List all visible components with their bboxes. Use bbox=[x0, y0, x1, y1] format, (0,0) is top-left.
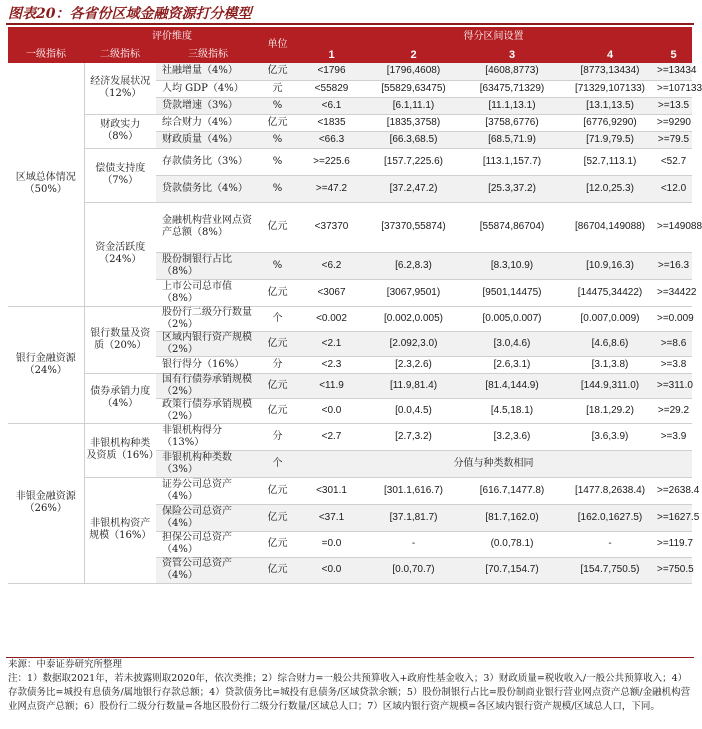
level3-cell: 财政质量（4%） bbox=[156, 131, 260, 148]
score-range-3: [68.5,71.9) bbox=[459, 131, 565, 148]
score-range-1: <1835 bbox=[295, 114, 368, 131]
table-row bbox=[8, 114, 692, 131]
score-range-5: >=149088 bbox=[655, 202, 692, 252]
unit-cell: 亿元 bbox=[260, 114, 295, 131]
score-range-4: [12.0,25.3) bbox=[565, 175, 655, 202]
level2-cell: 债券承销力度（4%） bbox=[84, 373, 156, 423]
score-range-2: [6.1,11.1) bbox=[368, 97, 459, 114]
score-range-2: [3067,9501) bbox=[368, 279, 459, 306]
level3-cell: 股份制银行占比（8%） bbox=[156, 252, 260, 279]
score-range-5: >=750.5 bbox=[655, 557, 692, 583]
level3-cell: 银行得分（16%） bbox=[156, 356, 260, 373]
unit-cell: 亿元 bbox=[260, 202, 295, 252]
score-range-3: [113.1,157.7) bbox=[459, 148, 565, 175]
unit-cell: % bbox=[260, 131, 295, 148]
level2-cell: 偿债支持度（7%） bbox=[84, 148, 156, 202]
level1-cell: 银行金融资源（24%） bbox=[8, 306, 84, 423]
merged-score-cell: 分值与种类数相同 bbox=[295, 450, 692, 477]
score-range-3: [81.7,162.0) bbox=[459, 504, 565, 531]
score-range-3: [70.7,154.7) bbox=[459, 557, 565, 583]
score-range-3: [4.5,18.1) bbox=[459, 398, 565, 423]
source-and-notes: 来源：中泰证券研究所整理 注：1）数据取2021年，若未披露则取2020年，依次类推；2）综合财力=一般公共预算收入+政府性基金收入；3）财政质量=税收收入/一般公共预算收入；4）存款债务比=城投有息债务/属地银行存款总额；4）贷款债务比=城投有息债务/区域贷款余额；5）股份制银行占比=股份制商业银行营业网点资产总额/金融机构营业网点资产总额；6）股份行二级分行数量=各地区股份行二级分行数量/区域总人口；7）区域内银行资产规模=各区域内银行资产规模/区域总人口，下同。 bbox=[8, 659, 691, 712]
score-range-5: >=9290 bbox=[655, 114, 692, 131]
score-range-3: [11.1,13.1) bbox=[459, 97, 565, 114]
unit-cell: % bbox=[260, 175, 295, 202]
score-range-1: >=47.2 bbox=[295, 175, 368, 202]
score-range-5: >=3.9 bbox=[655, 423, 692, 450]
score-range-4: [86704,149088) bbox=[565, 202, 655, 252]
score-range-1: >=225.6 bbox=[295, 148, 368, 175]
unit-cell: % bbox=[260, 148, 295, 175]
unit-cell: 亿元 bbox=[260, 373, 295, 398]
level3-cell: 贷款债务比（4%） bbox=[156, 175, 260, 202]
score-range-4: [10.9,16.3) bbox=[565, 252, 655, 279]
score-range-5: >=119.7 bbox=[655, 531, 692, 557]
score-range-3: [8.3,10.9) bbox=[459, 252, 565, 279]
score-range-1: <37.1 bbox=[295, 504, 368, 531]
score-range-1: <2.1 bbox=[295, 331, 368, 356]
score-range-3: (0.0,78.1) bbox=[459, 531, 565, 557]
score-range-5: >=13.5 bbox=[655, 97, 692, 114]
score-range-5: >=0.009 bbox=[655, 306, 692, 331]
score-range-5: >=79.5 bbox=[655, 131, 692, 148]
score-range-5: >=311.0 bbox=[655, 373, 692, 398]
unit-cell: 亿元 bbox=[260, 279, 295, 306]
table-body bbox=[8, 63, 702, 583]
unit-cell: % bbox=[260, 97, 295, 114]
unit-cell: 亿元 bbox=[260, 477, 295, 504]
header-level1: 一级指标 bbox=[8, 27, 84, 63]
score-range-1: <301.1 bbox=[295, 477, 368, 504]
score-range-3: [55874,86704) bbox=[459, 202, 565, 252]
header-score-5: 5 bbox=[655, 47, 692, 63]
score-range-5: >=2638.4 bbox=[655, 477, 692, 504]
unit-cell: 亿元 bbox=[260, 557, 295, 583]
score-range-1: <6.2 bbox=[295, 252, 368, 279]
score-range-2: [0.0,4.5) bbox=[368, 398, 459, 423]
score-range-4: [3.1,3.8) bbox=[565, 356, 655, 373]
score-range-3: [81.4,144.9) bbox=[459, 373, 565, 398]
level3-cell: 区域内银行资产规模（2%） bbox=[156, 331, 260, 356]
level1-cell: 区域总体情况（50%） bbox=[8, 63, 84, 306]
score-range-2: [37.1,81.7) bbox=[368, 504, 459, 531]
score-range-4: [4.6,8.6) bbox=[565, 331, 655, 356]
score-range-5: >=3.8 bbox=[655, 356, 692, 373]
level3-cell: 担保公司总资产（4%） bbox=[156, 531, 260, 557]
score-range-4: [71.9,79.5) bbox=[565, 131, 655, 148]
level3-cell: 存款债务比（3%） bbox=[156, 148, 260, 175]
score-range-4: [162.0,1627.5) bbox=[565, 504, 655, 531]
score-range-2: [301.1,616.7) bbox=[368, 477, 459, 504]
score-range-4: [1477.8,2638.4) bbox=[565, 477, 655, 504]
unit-cell: 元 bbox=[260, 80, 295, 97]
score-range-5: >=13434 bbox=[655, 63, 692, 80]
scoring-table bbox=[8, 27, 702, 584]
level2-cell: 财政实力（8%） bbox=[84, 114, 156, 148]
level3-cell: 保险公司总资产（4%） bbox=[156, 504, 260, 531]
level3-cell: 政策行债券承销规模（2%） bbox=[156, 398, 260, 423]
level3-cell: 贷款增速（3%） bbox=[156, 97, 260, 114]
score-range-2: [2.7,3.2) bbox=[368, 423, 459, 450]
score-range-1: <6.1 bbox=[295, 97, 368, 114]
score-range-4: [13.1,13.5) bbox=[565, 97, 655, 114]
score-range-4: [71329,107133) bbox=[565, 80, 655, 97]
table-row bbox=[8, 306, 692, 331]
level3-cell: 综合财力（4%） bbox=[156, 114, 260, 131]
header-score-4: 4 bbox=[565, 47, 655, 63]
score-range-1: <3067 bbox=[295, 279, 368, 306]
score-range-1: <55829 bbox=[295, 80, 368, 97]
score-range-3: [63475,71329) bbox=[459, 80, 565, 97]
score-range-2: [2.3,2.6) bbox=[368, 356, 459, 373]
score-range-5: >=107133 bbox=[655, 80, 692, 97]
unit-cell: 亿元 bbox=[260, 504, 295, 531]
score-range-4: [52.7,113.1) bbox=[565, 148, 655, 175]
unit-cell: 分 bbox=[260, 423, 295, 450]
level2-cell: 银行数量及资质（20%） bbox=[84, 306, 156, 373]
score-range-1: <37370 bbox=[295, 202, 368, 252]
header-eval-dims: 评价维度 bbox=[84, 27, 260, 47]
level3-cell: 股份行二级分行数量（2%） bbox=[156, 306, 260, 331]
level3-cell: 资管公司总资产（4%） bbox=[156, 557, 260, 583]
score-range-5: <52.7 bbox=[655, 148, 692, 175]
header-unit: 单位 bbox=[260, 27, 295, 63]
score-range-2: [0.002,0.005) bbox=[368, 306, 459, 331]
score-range-1: =0.0 bbox=[295, 531, 368, 557]
level3-cell: 国有行债券承销规模（2%） bbox=[156, 373, 260, 398]
level2-cell: 经济发展状况（12%） bbox=[84, 63, 156, 114]
score-range-5: >=29.2 bbox=[655, 398, 692, 423]
score-range-5: >=34422 bbox=[655, 279, 692, 306]
unit-cell: 亿元 bbox=[260, 398, 295, 423]
score-range-4: [144.9,311.0) bbox=[565, 373, 655, 398]
table-row bbox=[8, 63, 692, 80]
score-range-5: >=1627.5 bbox=[655, 504, 692, 531]
score-range-4: [0.007,0.009) bbox=[565, 306, 655, 331]
level3-cell: 非银机构得分（13%） bbox=[156, 423, 260, 450]
score-range-2: [37370,55874) bbox=[368, 202, 459, 252]
score-range-1: <66.3 bbox=[295, 131, 368, 148]
score-range-4: [154.7,750.5) bbox=[565, 557, 655, 583]
score-range-2: - bbox=[368, 531, 459, 557]
score-range-2: [1835,3758) bbox=[368, 114, 459, 131]
score-range-1: <2.7 bbox=[295, 423, 368, 450]
score-range-5: >=16.3 bbox=[655, 252, 692, 279]
header-score-2: 2 bbox=[368, 47, 459, 63]
score-range-2: [2.092,3.0) bbox=[368, 331, 459, 356]
score-range-4: [18.1,29.2) bbox=[565, 398, 655, 423]
score-range-2: [66.3,68.5) bbox=[368, 131, 459, 148]
score-range-4: [6776,9290) bbox=[565, 114, 655, 131]
level3-cell: 证券公司总资产（4%） bbox=[156, 477, 260, 504]
score-range-2: [37.2,47.2) bbox=[368, 175, 459, 202]
table-row bbox=[8, 477, 692, 504]
score-range-5: >=8.6 bbox=[655, 331, 692, 356]
level2-cell: 非银机构资产规模（16%） bbox=[84, 477, 156, 583]
score-range-4: [3.6,3.9) bbox=[565, 423, 655, 450]
score-range-2: [157.7,225.6) bbox=[368, 148, 459, 175]
header-range-settings: 得分区间设置 bbox=[295, 27, 692, 47]
table-row bbox=[8, 148, 692, 175]
notes bbox=[8, 658, 692, 714]
level3-cell: 金融机构营业网点资产总额（8%） bbox=[156, 202, 260, 252]
score-range-2: [1796,4608) bbox=[368, 63, 459, 80]
score-range-1: <0.0 bbox=[295, 398, 368, 423]
score-range-3: [3.0,4.6) bbox=[459, 331, 565, 356]
level3-cell: 上市公司总市值（8%） bbox=[156, 279, 260, 306]
score-range-3: [616.7,1477.8) bbox=[459, 477, 565, 504]
level3-cell: 非银机构种类数（3%） bbox=[156, 450, 260, 477]
score-range-3: [4608,8773) bbox=[459, 63, 565, 80]
header-score-3: 3 bbox=[459, 47, 565, 63]
unit-cell: 亿元 bbox=[260, 331, 295, 356]
header-level2: 二级指标 bbox=[84, 47, 156, 63]
score-range-3: [3.2,3.6) bbox=[459, 423, 565, 450]
score-range-4: [8773,13434) bbox=[565, 63, 655, 80]
unit-cell: 个 bbox=[260, 450, 295, 477]
score-range-1: <0.002 bbox=[295, 306, 368, 331]
score-range-1: <1796 bbox=[295, 63, 368, 80]
score-range-4: - bbox=[565, 531, 655, 557]
table-row bbox=[8, 373, 692, 398]
level1-cell: 非银金融资源（26%） bbox=[8, 423, 84, 583]
score-range-1: <2.3 bbox=[295, 356, 368, 373]
title-rule bbox=[6, 23, 694, 25]
unit-cell: 分 bbox=[260, 356, 295, 373]
header-score-1: 1 bbox=[295, 47, 368, 63]
score-range-3: [3758,6776) bbox=[459, 114, 565, 131]
unit-cell: 亿元 bbox=[260, 63, 295, 80]
score-range-2: [0.0,70.7) bbox=[368, 557, 459, 583]
figure-title: 图表20：各省份区域金融资源打分模型 bbox=[8, 6, 252, 22]
level2-cell: 非银机构种类及资质（16%） bbox=[84, 423, 156, 477]
level3-cell: 社融增量（4%） bbox=[156, 63, 260, 80]
unit-cell: 亿元 bbox=[260, 531, 295, 557]
score-range-3: [0.005,0.007) bbox=[459, 306, 565, 331]
table-row bbox=[8, 202, 692, 252]
header-level3: 三级指标 bbox=[156, 47, 260, 63]
unit-cell: % bbox=[260, 252, 295, 279]
score-range-5: <12.0 bbox=[655, 175, 692, 202]
score-range-4: [14475,34422) bbox=[565, 279, 655, 306]
score-range-3: [2.6,3.1) bbox=[459, 356, 565, 373]
unit-cell: 个 bbox=[260, 306, 295, 331]
score-range-1: <0.0 bbox=[295, 557, 368, 583]
score-range-3: [9501,14475) bbox=[459, 279, 565, 306]
level3-cell: 人均 GDP（4%） bbox=[156, 80, 260, 97]
score-range-2: [11.9,81.4) bbox=[368, 373, 459, 398]
score-range-1: <11.9 bbox=[295, 373, 368, 398]
table-row bbox=[8, 423, 692, 450]
level2-cell: 资金活跃度（24%） bbox=[84, 202, 156, 306]
score-range-2: [6.2,8.3) bbox=[368, 252, 459, 279]
score-range-2: [55829,63475) bbox=[368, 80, 459, 97]
score-range-3: [25.3,37.2) bbox=[459, 175, 565, 202]
